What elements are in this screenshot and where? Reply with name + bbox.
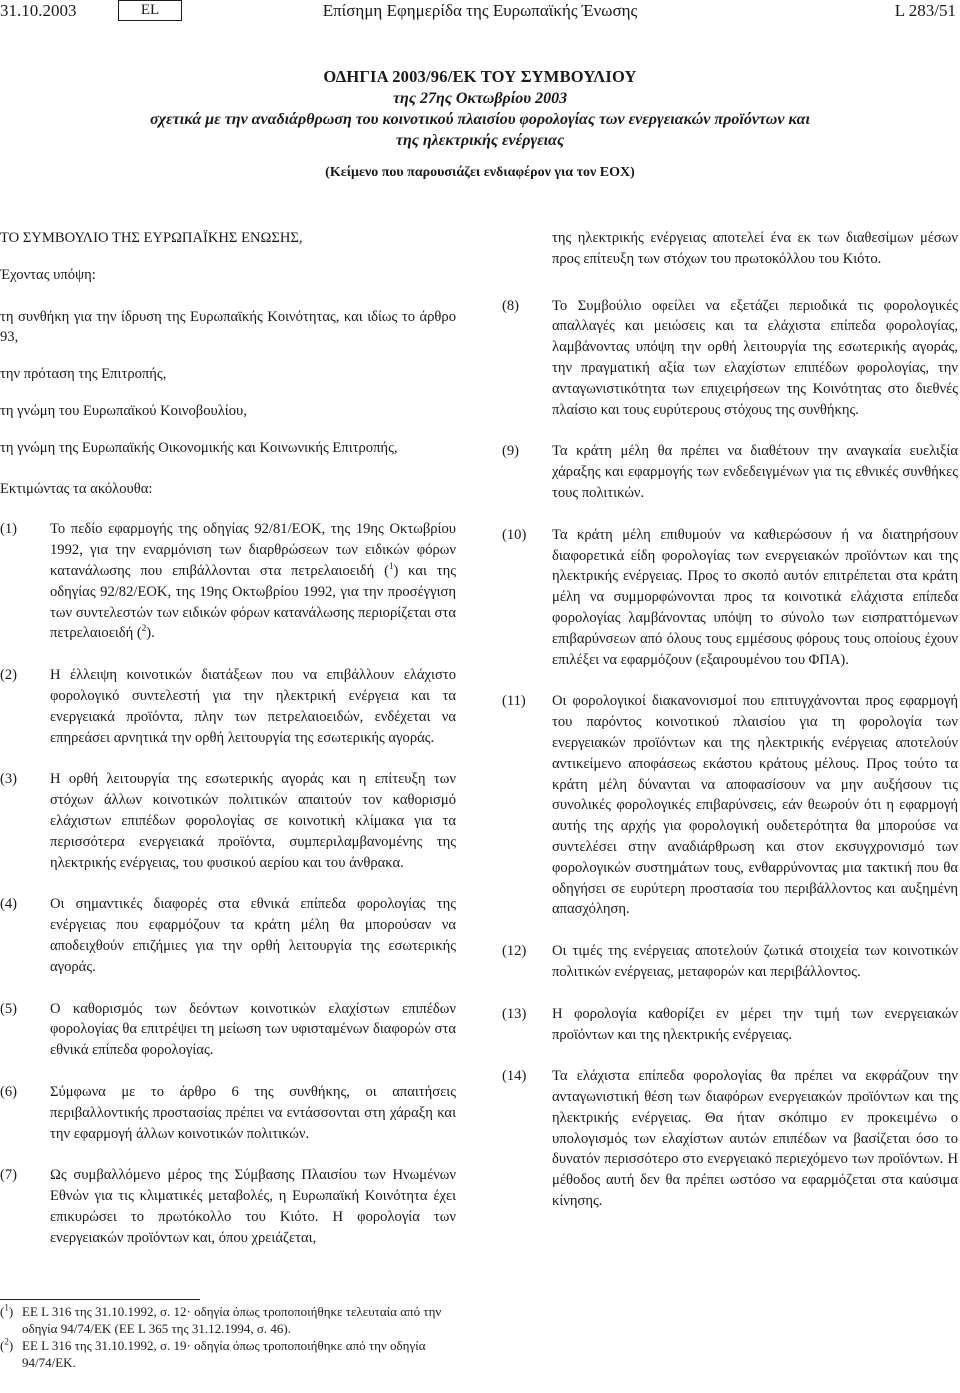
recital-3 [0,769,456,873]
recital-text: Ως συμβαλλόμενο μέρος της Σύμβασης Πλαισίου των Ηνωμένων Εθνών για τις κλιματικές μεταβολές, η Ευρωπαϊκή Κοινότητα έχει επικυρώσει το πρωτόκολλο του Κιότο. Η φορολογία των ενεργειακών προϊόντων και, όπου χρειάζεται, [50,1167,456,1246]
directive-title: ΟΔΗΓΙΑ 2003/96/ΕΚ ΤΟΥ ΣΥΜΒΟΥΛΙΟΥ [323,67,637,86]
recital-2 [0,665,456,748]
footnote-2 [0,1338,456,1371]
footnote-separator [0,1299,200,1300]
having-regard: Έχοντας υπόψη: [0,266,96,283]
footnotes [0,1304,456,1372]
recital-13 [502,1004,958,1046]
recital-text: Το πεδίο εφαρμογής της οδηγίας 92/81/ΕΟΚ, της 19ης Οκτωβρίου 1992, για την εναρμόνιση των διαρθρώσεων των ειδικών φόρων κατανάλωσης που επιβάλλονται στα πετρελαιοειδή ($^1$) και της οδηγίας 92/82/ΕΟΚ, της 19ης Οκτωβρίου 1992, για την προσέγγιση των συντελεστών των ειδικών φόρων κατανάλωσης περιορίζεται στα πετρελαιοειδή ($^2$). [50,521,456,642]
recital-number: (11) [502,693,526,710]
citation-proposal: την πρόταση της Επιτροπής, [0,366,167,383]
title-block [0,66,960,183]
recital-number: (12) [502,943,527,960]
recital-5 [0,999,456,1061]
recital-text: Τα ελάχιστα επίπεδα φορολογίας θα πρέπει να εκφράζουν την ανταγωνιστική θέση των διαφόρων ενεργειακών προϊόντων και της ηλεκτρικής ενέργειας. Θα ήταν σκόπιμο εν προκειμένω ο υπολογισμός των ελαχίστων αυτών επιπέδων να βασίζεται όσο το δυνατόν περισσότερο στο ενεργειακό περιεχόμενο των προϊόντων. Η μέθοδος αυτή δεν θα πρέπει ωστόσο να εφαρμόζεται στα καύσιμα κίνησης. [552,1068,958,1210]
eea-relevance-note: (Κείμενο που παρουσιάζει ενδιαφέρον για τον ΕΟΧ) [325,165,635,180]
recital-number: (2) [0,667,18,684]
footnote-text: ΕΕ L 316 της 31.10.1992, σ. 12· οδηγία όπως τροποποιήθηκε τελευταία από την οδηγία 94/74/ΕΚ (ΕΕ L 365 της 31.12.1994, σ. 46). [22,1304,442,1336]
recital-12 [502,941,958,983]
running-header [0,0,960,22]
left-column [0,228,456,1269]
recital-10 [502,525,958,671]
recital-14 [502,1066,958,1212]
recital-number: (7) [0,1167,18,1184]
citation-esc: τη γνώμη της Ευρωπαϊκής Οικονομικής και Κοινωνικής Επιτροπής, [0,439,398,456]
recital-text: Οι σημαντικές διαφορές στα εθνικά επίπεδα φορολογίας της ενέργειας που εφαρμόζουν τα κράτη μέλη θα μπορούσαν να αποδειχθούν επιζήμιες για την ορθή λειτουργία της εσωτερικής αγοράς. [50,896,456,975]
page-reference: L 283/51 [894,1,956,20]
citation-parliament: τη γνώμη του Ευρωπαϊκού Κοινοβουλίου, [0,402,247,419]
recital-11 [502,691,958,920]
recital-text: Τα κράτη μέλη θα πρέπει να διαθέτουν την αναγκαία ευελιξία χάραξης και εφαρμογής των ενδεδειγμένων για τις εθνικές συνθήκες τους πολιτικών. [552,443,958,501]
recital-number: (5) [0,1000,18,1017]
recital-7-continued: της ηλεκτρικής ενέργειας αποτελεί ένα εκ των διαθεσίμων μέσων προς επίτευξη των στόχων του πρωτοκόλλου του Κιότο. [552,230,958,267]
directive-date: της 27ης Οκτωβρίου 2003 [392,90,568,107]
footnote-ref-2[interactable]: 2 [141,623,147,634]
footnote-marker: ($^1$) [0,1302,14,1319]
directive-subject: σχετικά με την αναδιάρθρωση του κοινοτικού πλαισίου φορολογίας των ενεργειακών προϊόντων και της ηλεκτρικής ενέργειας [150,111,810,149]
recital-text: Η έλλειψη κοινοτικών διατάξεων που να επιβάλλουν ελάχιστο φορολογικό συντελεστή για την ηλεκτρική ενέργεια και τα ενεργειακά προϊόντα, πλην των πετρελαιοειδών, ενδέχεται να επηρεάσει αρνητικά την ορθή λειτουργία της εσωτερικής αγοράς. [50,667,456,746]
recital-9 [502,441,958,503]
council-heading: ΤΟ ΣΥΜΒΟΥΛΙΟ ΤΗΣ ΕΥΡΩΠΑΪΚΗΣ ΕΝΩΣΗΣ, [0,230,303,246]
recital-number: (4) [0,896,18,913]
recital-text: Οι φορολογικοί διακανονισμοί που επιτυγχάνονται προς εφαρμογή του παρόντος κοινοτικού πλαισίου για τη φορολογία των ενεργειακών προϊόντων και της ηλεκτρικής ενέργειας αποτελούν αντικείμενο αποφάσεως εκάστου κράτους μέλους. Προς τούτο τα κράτη μέλη δύνανται να αποφασίσουν να μην αυξήσουν τις συνολικές φορολογικές επιβαρύνσεις, εάν θεωρούν ότι η εφαρμογή αυτής της αρχής για φορολογική ουδετερότητα θα μπορούσε να συντελέσει στην αναδιάρθρωση και στον εκσυγχρονισμό των φορολογικών συστημάτων τους, ενθαρρύνοντας μια τακτική που θα οδηγήσει σε ευρύτερη προστασία του περιβάλλοντος και αυξημένη απασχόληση. [552,693,958,918]
recital-text: Η φορολογία καθορίζει εν μέρει την τιμή των ενεργειακών προϊόντων και της ηλεκτρικής ενέργειας. [552,1005,958,1043]
recital-number: (3) [0,771,18,788]
recital-8 [502,296,958,421]
right-column [502,228,958,1233]
recital-1 [0,519,456,644]
recital-number: (9) [502,443,520,460]
recital-7 [0,1165,456,1248]
footnote-marker: ($^2$) [0,1336,14,1353]
recital-6 [0,1082,456,1144]
recital-number: (8) [502,297,520,314]
footnote-ref-1[interactable]: 1 [388,561,394,572]
recital-text: Τα κράτη μέλη επιθυμούν να καθιερώσουν ή να διατηρήσουν διαφορετικά είδη φορολογίας των ενεργειακών προϊόντων και της ηλεκτρικής ενέργειας. Προς το σκοπό αυτόν επιτρέπεται στα κράτη μέλη να συμμορφώνονται προς τα κοινοτικά ελάχιστα επίπεδα φορολογίας λαμβάνοντας υπόψη το σύνολο των εισπραττόμενων επιβαρύνσεων από όλους τους εμμέσους φόρους τους οποίους έχουν επιλέξει να εφαρμόζουν (εξαιρουμένου του ΦΠΑ). [552,526,958,668]
issue-date: 31.10.2003 [0,1,77,20]
recital-number: (13) [502,1005,527,1022]
recital-4 [0,894,456,977]
recital-number: (14) [502,1068,527,1085]
recital-number: (1) [0,521,18,538]
recital-number: (6) [0,1083,18,1100]
recital-text: Ο καθορισμός των δεόντων κοινοτικών ελαχίστων επιπέδων φορολογίας θα επιτρέψει τη μείωση των υφισταμένων διαφορών στα εθνικά επίπεδα φορολογίας. [50,1000,456,1059]
whereas-heading: Εκτιμώντας τα ακόλουθα: [0,480,153,497]
language-badge: EL [118,0,182,21]
recital-text: Το Συμβούλιο οφείλει να εξετάζει περιοδικά τις φορολογικές απαλλαγές και μειώσεις και τα ελάχιστα επίπεδα φορολογίας, λαμβάνοντας υπόψη την ορθή λειτουργία της εσωτερικής αγοράς, την πραγματική αξία των ελαχίστων επιπέδων φορολογίας, την ανταγωνιστικότητα των επιχειρήσεων της Κοινότητας στο διεθνές πλαίσιο και τους ευρύτερους στόχους της συνθήκης. [552,297,958,418]
recital-text: Η ορθή λειτουργία της εσωτερικής αγοράς και η επίτευξη των στόχων άλλων κοινοτικών πολιτικών απαιτούν τον καθορισμό ελάχιστων επιπέδων φορολογίας σε κοινοτική κλίμακα για τα περισσότερα ενεργειακά προϊόντα, συμπεριλαμβανομένης της ηλεκτρικής ενέργειας, του φυσικού αερίου και του άνθρακα. [50,771,456,871]
recital-text: Οι τιμές της ενέργειας αποτελούν ζωτικά στοιχεία των κοινοτικών πολιτικών ενέργειας, μεταφορών και περιβάλλοντος. [552,943,958,980]
citation-treaty: τη συνθήκη για την ίδρυση της Ευρωπαϊκής Κοινότητας, και ιδίως το άρθρο 93, [0,308,456,346]
footnote-text: ΕΕ L 316 της 31.10.1992, σ. 19· οδηγία όπως τροποποιήθηκε από την οδηγία 94/74/ΕΚ. [22,1338,426,1370]
recital-text: Σύμφωνα με το άρθρο 6 της συνθήκης, οι απαιτήσεις περιβαλλοντικής προστασίας πρέπει να εντάσσονται στη χάραξη και την εφαρμογή άλλων κοινοτικών πολιτικών. [50,1083,456,1142]
footnote-1 [0,1304,456,1337]
recital-number: (10) [502,526,527,543]
journal-title: Επίσημη Εφημερίδα της Ευρωπαϊκής Ένωσης [322,1,638,20]
